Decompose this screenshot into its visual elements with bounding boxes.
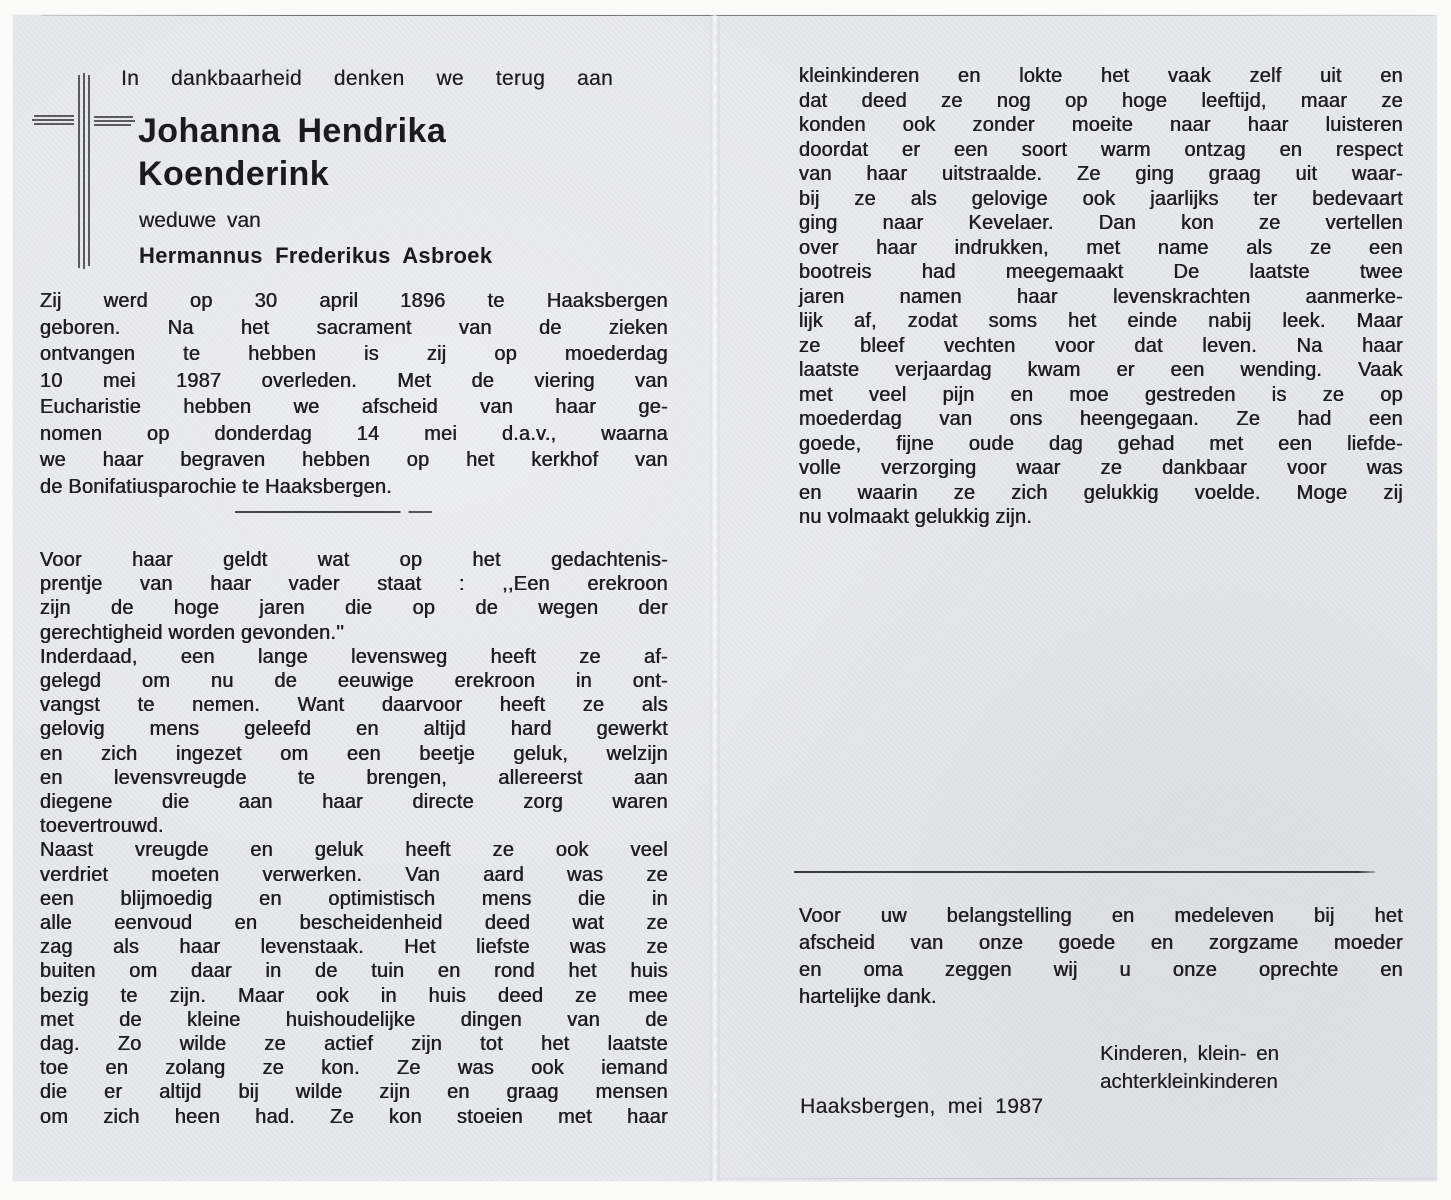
text-line: Naast vreugde en geluk heeft ze ook veel xyxy=(40,839,668,862)
deceased-name-line2: Koenderink xyxy=(138,155,330,193)
deceased-name-line1: Johanna Hendrika xyxy=(138,112,447,150)
text-line: laatste verjaardag kwam er een wending. Vaak xyxy=(799,359,1403,381)
text-line: kleinkinderen en lokte het vaak zelf uit en xyxy=(799,65,1403,87)
text-line: om zich heen had. Ze kon stoeien met haar xyxy=(40,1105,668,1128)
text-line: gelovig mens geleefd en altijd hard gewerkt xyxy=(40,718,668,741)
text-line: Voor haar geldt wat op het gedachtenis- xyxy=(40,549,668,571)
text-line: moederdag van ons heengegaan. Ze had een xyxy=(799,408,1403,430)
text-line: jaren namen haar levenskrachten aanmerke- xyxy=(799,285,1403,308)
deceased-name xyxy=(138,110,446,196)
text-line: diegene die aan haar directe zorg waren xyxy=(40,791,668,814)
fold-crease xyxy=(710,15,720,1181)
text-line: een blijmoedig en optimistisch mens die in xyxy=(40,887,668,910)
left-paragraph-biography xyxy=(40,288,668,500)
text-line: over haar indrukken, met name als ze een xyxy=(799,236,1403,259)
text-line: vangst te nemen. Want daarvoor heeft ze als xyxy=(40,694,668,717)
text-line: en oma zeggen wij u onze oprechte en xyxy=(799,959,1403,981)
text-line: verdriet moeten verwerken. Van aard was ze xyxy=(40,863,668,886)
text-line: ze bleef vechten voor dat leven. Na haar xyxy=(799,334,1403,357)
relation-label: weduwe van xyxy=(139,209,261,232)
text-line: hartelijke dank. xyxy=(799,986,937,1008)
text-line: geboren. Na het sacrament van de zieken xyxy=(40,316,668,339)
text-line: Voor uw belangstelling en medeleven bij het xyxy=(799,905,1403,927)
text-line: en levensvreugde te brengen, allereerst aan xyxy=(40,766,668,789)
text-line: buiten om daar in de tuin en rond het huis xyxy=(40,960,668,983)
text-line: van haar uitstraalde. Ze ging graag uit waar- xyxy=(799,163,1403,185)
right-paragraph-memories xyxy=(799,64,1403,530)
text-line: lijk af, zodat soms het einde nabij leek. Maar xyxy=(799,310,1403,332)
signature-line2: achterkleinkinderen xyxy=(1100,1070,1278,1093)
text-line: ontvangen te hebben is zij op moederdag xyxy=(40,343,668,365)
cross-icon xyxy=(30,72,136,270)
signature-block xyxy=(1100,1040,1279,1096)
text-line: en zich ingezet om een beetje geluk, welzijn xyxy=(40,742,668,765)
signature-line1: Kinderen, klein- en xyxy=(1100,1042,1279,1065)
intro-line: In dankbaarheid denken we terug aan xyxy=(121,67,613,90)
text-line: Zij werd op 30 april 1896 te Haaksbergen xyxy=(40,290,668,312)
text-line: we haar begraven hebben op het kerkhof van xyxy=(40,449,668,471)
thanks-paragraph xyxy=(799,903,1403,1011)
text-line: Inderdaad, een lange levensweg heeft ze af- xyxy=(40,645,668,668)
text-line: afscheid van onze goede en zorgzame moeder xyxy=(799,932,1403,954)
text-line: gelegd om nu de eeuwige erekroon in ont- xyxy=(40,670,668,693)
place-and-date: Haaksbergen, mei 1987 xyxy=(800,1095,1044,1118)
text-line: nu volmaakt gelukkig zijn. xyxy=(799,506,1033,528)
text-line: toevertrouwd. xyxy=(40,815,164,838)
text-line: zag als haar levenstaak. Het liefste was ze xyxy=(40,936,668,959)
text-line: goede, fijne oude dag gehad met een liefde- xyxy=(799,432,1403,455)
text-line: dat deed ze nog op hoge leeftijd, maar ze xyxy=(799,89,1403,112)
text-line: bootreis had meegemaakt De laatste twee xyxy=(799,261,1403,283)
text-line: met de kleine huishoudelijke dingen van de xyxy=(40,1008,668,1031)
text-line: prentje van haar vader staat : ,,Een erekroon xyxy=(40,573,668,596)
left-paragraph-memories xyxy=(40,548,668,1129)
text-line: bezig te zijn. Maar ook in huis deed ze mee xyxy=(40,984,668,1007)
text-line: ging naar Kevelaer. Dan kon ze vertellen xyxy=(799,212,1403,234)
text-line: Eucharistie hebben we afscheid van haar ge- xyxy=(40,396,668,418)
text-line: toe en zolang ze kon. Ze was ook iemand xyxy=(40,1057,668,1080)
text-line: bij ze als gelovige ook jaarlijks ter bedevaart xyxy=(799,187,1403,210)
text-line: 10 mei 1987 overleden. Met de viering van xyxy=(40,369,668,392)
text-line: de Bonifatiusparochie te Haaksbergen. xyxy=(40,475,393,498)
right-divider-line xyxy=(794,871,1375,873)
text-line: zijn de hoge jaren die op de wegen der xyxy=(40,597,668,620)
text-line: volle verzorging waar ze dankbaar voor was xyxy=(799,457,1403,479)
text-line: alle eenvoud en bescheidenheid deed wat ze xyxy=(40,912,668,935)
text-line: die er altijd bij wilde zijn en graag mensen xyxy=(40,1081,668,1104)
text-line: dag. Zo wilde ze actief zijn tot het laatste xyxy=(40,1033,668,1056)
text-line: doordat er een soort warm ontzag en respect xyxy=(799,138,1403,161)
left-divider-line xyxy=(235,511,432,513)
text-line: gerechtigheid worden gevonden.'' xyxy=(40,621,345,644)
text-line: konden ook zonder moeite naar haar luisteren xyxy=(799,114,1403,136)
husband-name: Hermannus Frederikus Asbroek xyxy=(139,243,493,268)
text-line: en waarin ze zich gelukkig voelde. Moge zij xyxy=(799,481,1403,504)
text-line: met veel pijn en moe gestreden is ze op xyxy=(799,383,1403,406)
text-line: nomen op donderdag 14 mei d.a.v., waarna xyxy=(40,422,668,445)
